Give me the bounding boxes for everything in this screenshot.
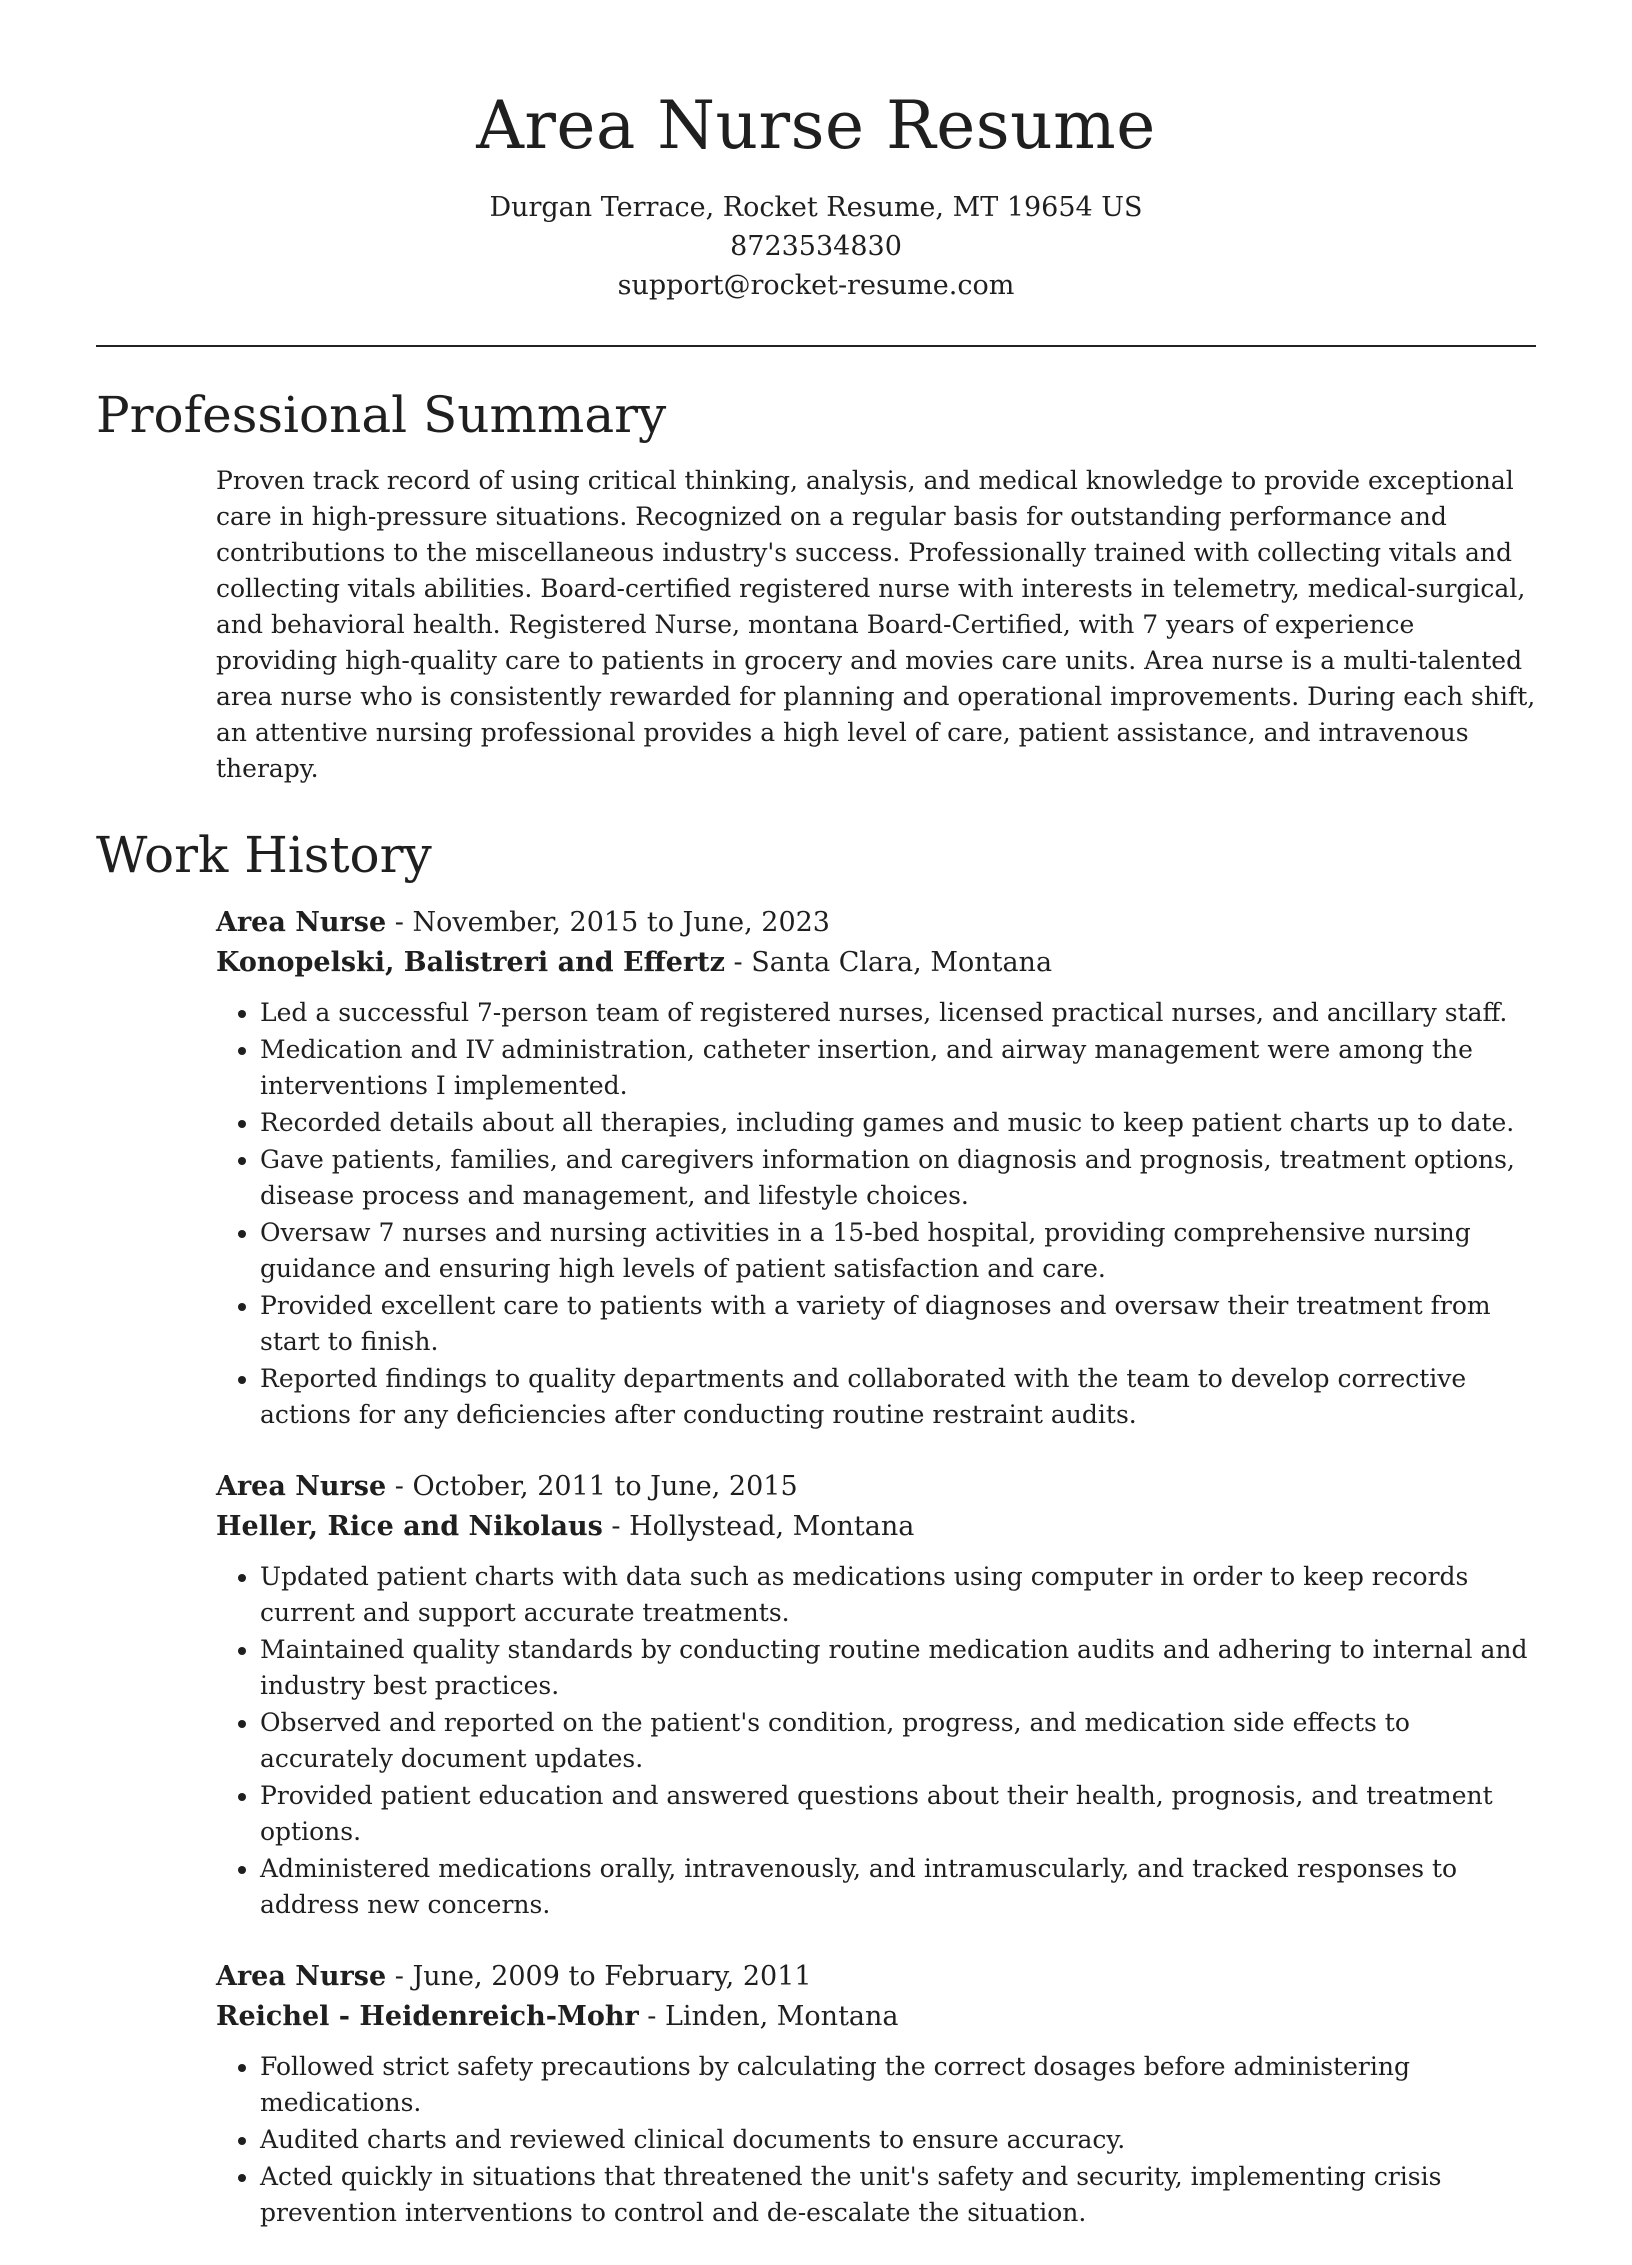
email-address: support@rocket-resume.com bbox=[617, 270, 1015, 301]
job-title: Area Nurse bbox=[216, 1471, 387, 1502]
duty-item: • Administered medications orally, intravenously, and intramuscularly, and tracked responses to address new concerns. bbox=[260, 1851, 1536, 1923]
resume-title: Area Nurse Resume bbox=[476, 87, 1156, 164]
job-title-line bbox=[216, 1467, 1536, 1507]
job-employer-line bbox=[216, 1997, 1536, 2037]
resume-page bbox=[96, 0, 1536, 2265]
duty-item: • Recorded details about all therapies, including games and music to keep patient charts up to date. bbox=[260, 1105, 1536, 1141]
job-entry bbox=[216, 1957, 1536, 2231]
job-location: - Hollystead, Montana bbox=[602, 1511, 915, 1542]
job-employer-line bbox=[216, 943, 1536, 983]
duty-item: • Gave patients, families, and caregivers information on diagnosis and prognosis, treatment options, disease process and management, and lifestyle choices. bbox=[260, 1142, 1536, 1214]
duty-item: • Maintained quality standards by conducting routine medication audits and adhering to internal and industry best practices. bbox=[260, 1632, 1536, 1704]
header-divider bbox=[96, 345, 1536, 347]
work-history-heading: Work History bbox=[96, 826, 432, 884]
duty-item: • Acted quickly in situations that threatened the unit's safety and security, implementing crisis prevention interventions to control and de-escalate the situation. bbox=[260, 2159, 1536, 2231]
job-title-line bbox=[216, 1957, 1536, 1997]
duties-list bbox=[216, 2049, 1536, 2231]
summary-heading: Professional Summary bbox=[96, 386, 667, 444]
job-dates: - October, 2011 to June, 2015 bbox=[386, 1471, 798, 1502]
duty-item: • Updated patient charts with data such as medications using computer in order to keep records current and support accurate treatments. bbox=[260, 1559, 1536, 1631]
duty-item: • Oversaw 7 nurses and nursing activities in a 15-bed hospital, providing comprehensive nursing guidance and ensuring high levels of patient satisfaction and care. bbox=[260, 1215, 1536, 1287]
address: Durgan Terrace, Rocket Resume, MT 19654 US bbox=[489, 192, 1143, 223]
job-title-line bbox=[216, 903, 1536, 943]
employer-name: Heller, Rice and Nikolaus bbox=[216, 1511, 603, 1542]
summary-section bbox=[216, 463, 1536, 787]
job-location: - Santa Clara, Montana bbox=[724, 947, 1053, 978]
resume-header bbox=[96, 0, 1536, 347]
duty-item: • Observed and reported on the patient's condition, progress, and medication side effects to accurately document updates. bbox=[260, 1705, 1536, 1777]
duties-list bbox=[216, 995, 1536, 1433]
job-location: - Linden, Montana bbox=[638, 2001, 899, 2032]
duties-list bbox=[216, 1559, 1536, 1923]
job-entry bbox=[216, 903, 1536, 1433]
contact-info bbox=[96, 188, 1536, 305]
duty-item: • Provided patient education and answered questions about their health, prognosis, and treatment options. bbox=[260, 1778, 1536, 1850]
duty-item: • Medication and IV administration, catheter insertion, and airway management were among the interventions I implemented. bbox=[260, 1032, 1536, 1104]
job-title: Area Nurse bbox=[216, 1961, 387, 1992]
job-title: Area Nurse bbox=[216, 907, 387, 938]
duty-item: • Provided excellent care to patients with a variety of diagnoses and oversaw their treatment from start to finish. bbox=[260, 1288, 1536, 1360]
duty-item: • Audited charts and reviewed clinical documents to ensure accuracy. bbox=[260, 2122, 1536, 2158]
work-history-section bbox=[216, 903, 1536, 2231]
job-dates: - June, 2009 to February, 2011 bbox=[386, 1961, 812, 1992]
employer-name: Konopelski, Balistreri and Effertz bbox=[216, 947, 725, 978]
phone-number: 8723534830 bbox=[730, 231, 902, 262]
summary-text: Proven track record of using critical thinking, analysis, and medical knowledge to provide exceptional care in high-pressure situations. Recognized on a regular basis for outstanding performance and contributions to the miscellaneous industry's success. Professionally trained with collecting vitals and collecting vitals abilities. Board-certified registered nurse with interests in telemetry, medical-surgical, and behavioral health. Registered Nurse, montana Board-Certified, with 7 years of experience providing high-quality care to patients in grocery and movies care units. Area nurse is a multi-talented area nurse who is consistently rewarded for planning and operational improvements. During each shift, an attentive nursing professional provides a high level of care, patient assistance, and intravenous therapy. bbox=[216, 466, 1536, 783]
employer-name: Reichel - Heidenreich-Mohr bbox=[216, 2001, 639, 2032]
duty-item: • Led a successful 7-person team of registered nurses, licensed practical nurses, and ancillary staff. bbox=[260, 995, 1536, 1031]
job-entry bbox=[216, 1467, 1536, 1923]
duty-item: • Followed strict safety precautions by calculating the correct dosages before administering medications. bbox=[260, 2049, 1536, 2121]
job-dates: - November, 2015 to June, 2023 bbox=[386, 907, 830, 938]
job-employer-line bbox=[216, 1507, 1536, 1547]
duty-item: • Reported findings to quality departments and collaborated with the team to develop corrective actions for any deficiencies after conducting routine restraint audits. bbox=[260, 1361, 1536, 1433]
